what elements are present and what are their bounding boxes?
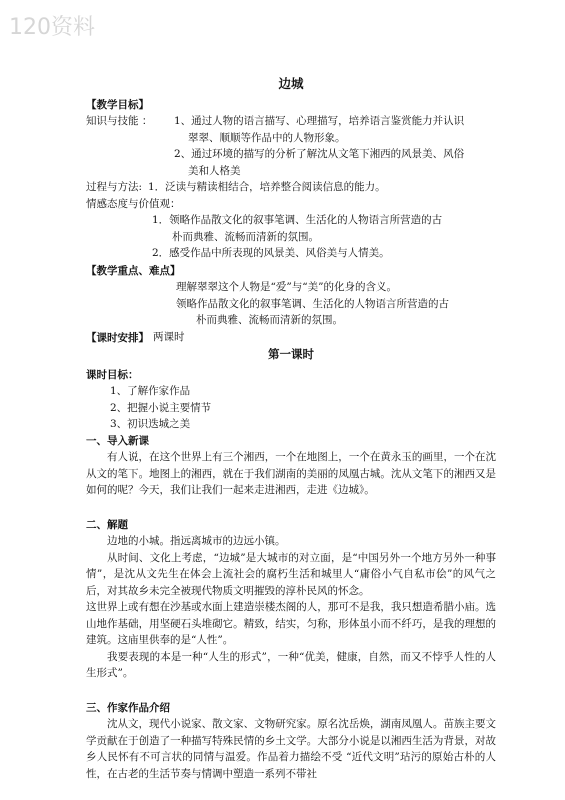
process-methods-label: 过程与方法: [86,181,143,193]
section-title-explain-p4: 我要表现的本是一种“人生的形式”，一种“优美，健康，自然，而又不悖乎人性的人生形式”。 [86,650,496,679]
lesson-title: 第一课时 [268,347,314,361]
lesson-goal-3: 3、初识迭城之美 [110,418,191,430]
key-points-body [86,279,496,329]
section-author-text: 沈从文，现代小说家、散文家、文物研究家。原名沈岳焕，湖南凤凰人。苗族主要文学贡献在于创造了一种描写特殊民情的乡土文学。大部分小说是以湘西生活为背景，对故乡人民怀有不可言状的同情与温爱。作品着力描绘不受 “近代文明”玷污的原始古朴的人性，在古老的生活节奏与情调中塑造一系列不带社 [86,718,496,780]
teaching-goals-heading: 【教学目标】 [86,98,149,111]
emotion-item-1: 1．领略作品散文化的叙事笔调、生活化的人物语言所营造的古 [152,214,443,226]
document-title: 边城 [278,76,304,91]
section-intro-text: 有人说，在这个世界上有三个湘西，一个在地图上，一个在黄永玉的画里，一个在沈从文的笔下。地图上的湘西，就在于我们湖南的美丽的凤凰古城。沈从文笔下的湘西又是如何的呢？今天，我们让我们一起来走进湘西，走进《边城》。 [86,451,496,496]
section-intro-heading: 一、导入新课 [86,434,149,447]
emotion-values-items [86,212,496,262]
process-methods-item: 1．泛读与精读相结合，培养整合阅读信息的能力。 [148,181,386,193]
knowledge-item-2: 2、通过环境的描写的分析了解沈从文笔下湘西的风景美、风俗 [174,148,465,160]
document-body [86,72,496,782]
key-point-1: 理解翠翠这个人物是“爱”与“美”的化身的含义。 [176,281,397,293]
lesson-goal-2: 2、把握小说主要情节 [110,401,212,414]
knowledge-skills-items [174,113,464,179]
section-author-heading: 三、作家作品介绍 [86,701,170,714]
emotion-values-label: 情感态度与价值观： [86,197,181,210]
key-points-heading: 【教学重点、难点】 [86,264,181,277]
watermark: 120资料 [9,15,95,40]
lesson-goals-list [86,383,496,433]
knowledge-skills-row [86,113,496,179]
section-title-explain-heading: 二、解题 [86,518,128,531]
key-point-2: 领略作品散文化的叙事笔调、生活化的人物语言所营造的古 [176,297,449,310]
lesson-goals-label: 课时目标： [86,368,139,381]
knowledge-item-1: 1、通过人物的语言描写、心理描写，培养语言鉴赏能力并认识 [174,115,465,127]
emotion-item-2: 2．感受作品中所表现的风景美、风俗美与人情美。 [152,247,390,259]
section-title-explain-p3: 这世界上或有想在沙基或水面上建造崇楼杰阁的人，那可不是我，我只想造希腊小庙。选山地作基础，用坚硬石头堆砌它。精致，结实，匀称，形体虽小而不纤巧，是我的理想的建筑。这庙里供奉的是“人性”。 [86,601,496,646]
section-title-explain-p2: 从时间、文化上考虑，“边城”是大城市的对立面，是“中国另外一个地方另外一种事情”，是沈从文先生在体会上流社会的腐朽生活和城里人“庸俗小气自私市侩”的风气之后，对其故乡未完全被现代物质文明摧毁的淳朴民风的怀念。 [86,551,496,597]
schedule-row [86,329,496,347]
schedule-heading: 【课时安排】 [86,331,149,344]
knowledge-item-2-cont: 美和人格美 [188,164,241,177]
key-point-2-cont: 朴而典雅、流畅而清新的氛围。 [196,314,343,326]
section-title-explain-p1: 边地的小城。指远离城市的边远小镇。 [107,535,286,547]
process-methods-row [86,179,496,196]
lesson-goal-1: 1、了解作家作品 [110,385,191,397]
schedule-value: 两课时 [153,330,185,343]
emotion-item-1-cont: 朴而典雅、流畅而清新的氛围。 [172,230,319,243]
knowledge-item-1-cont: 翠翠、顺顺等作品中的人物形象。 [188,131,346,144]
knowledge-skills-label: 知识与技能 ： [86,115,153,127]
